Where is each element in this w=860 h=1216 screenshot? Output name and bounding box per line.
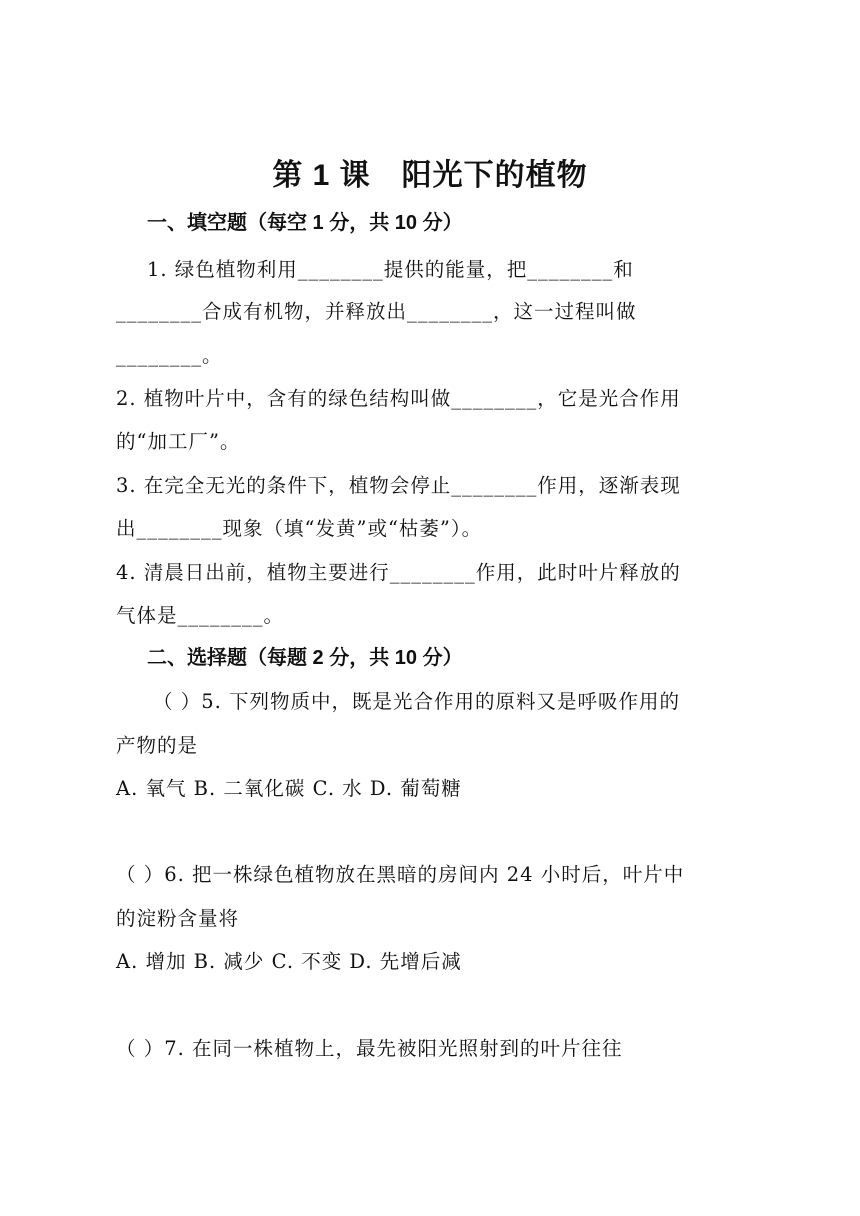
section-choice-heading: 二、选择题（每题 2 分，共 10 分） — [147, 647, 463, 669]
question-5-options: A. 氧气 B. 二氧化碳 C. 水 D. 葡萄糖 — [116, 777, 462, 800]
question-1-line-3: ________。 — [116, 344, 223, 367]
question-6-options: A. 增加 B. 减少 C. 不变 D. 先增后减 — [116, 950, 462, 973]
question-3-line-2: 出________现象（填“发黄”或“枯萎”）。 — [116, 517, 483, 540]
question-1-line-2: ________合成有机物，并释放出________，这一过程叫做 — [116, 300, 637, 323]
question-2-line-2: 的“加工厂”。 — [116, 430, 241, 453]
question-6-line-1: （ ）6. 把一株绿色植物放在黑暗的房间内 24 小时后，叶片中 — [116, 863, 685, 886]
question-2-line-1: 2. 植物叶片中，含有的绿色结构叫做________，它是光合作用 — [116, 387, 681, 410]
question-7-line-1: （ ）7. 在同一株植物上，最先被阳光照射到的叶片往往 — [116, 1037, 623, 1060]
question-6-line-2: 的淀粉含量将 — [116, 907, 240, 930]
question-4-line-2: 气体是________。 — [116, 604, 285, 627]
section-fill-in-heading: 一、填空题（每空 1 分，共 10 分） — [147, 212, 463, 234]
question-1-line-1: 1. 绿色植物利用________提供的能量，把________和 — [147, 258, 634, 281]
question-3-line-1: 3. 在完全无光的条件下，植物会停止________作用，逐渐表现 — [116, 474, 681, 497]
page-title: 第 1 课 阳光下的植物 — [272, 159, 588, 192]
question-5-line-2: 产物的是 — [116, 734, 199, 757]
question-4-line-1: 4. 清晨日出前，植物主要进行________作用，此时叶片释放的 — [116, 561, 681, 584]
question-5-line-1: （ ）5. 下列物质中，既是光合作用的原料又是呼吸作用的 — [153, 690, 681, 713]
